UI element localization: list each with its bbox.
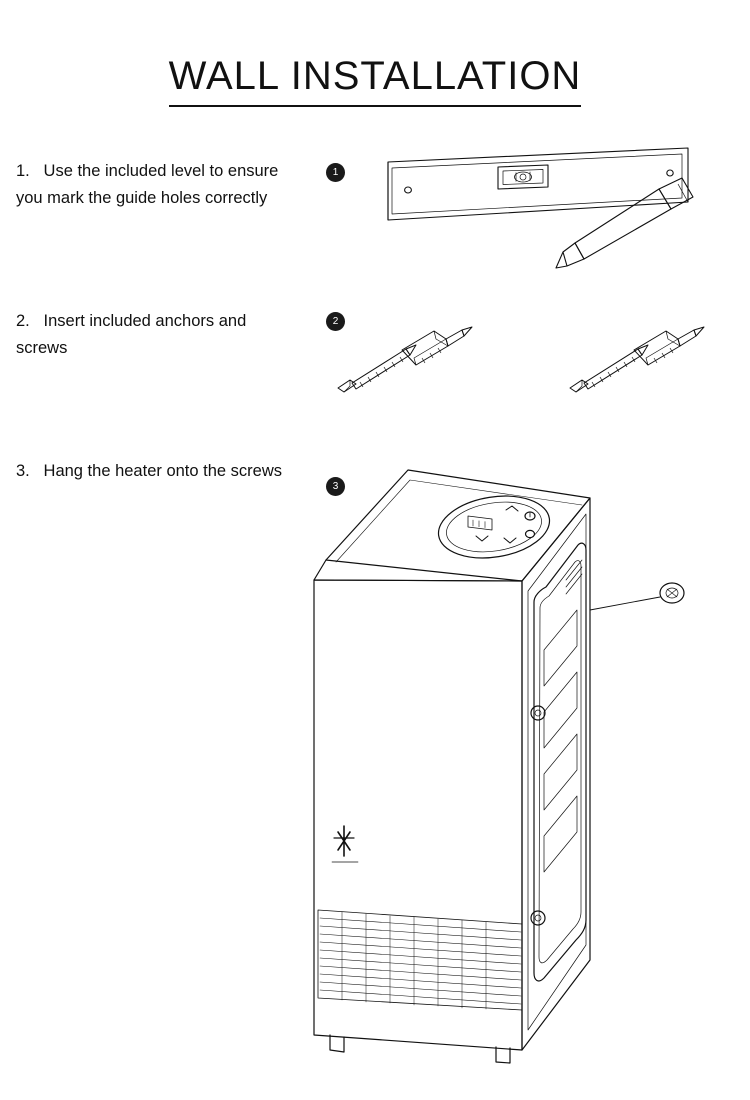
bottom-grille	[318, 910, 522, 1010]
step-3-text	[16, 458, 286, 485]
step-1-badge: 1	[326, 163, 345, 182]
step-2-illustration	[330, 318, 710, 408]
pencil-icon	[556, 178, 693, 268]
brand-logo-icon	[332, 826, 358, 862]
display-icon	[468, 516, 492, 530]
step-3-illustration	[290, 450, 730, 1090]
step-1-instruction: Use the included level to ensure you mark the guide holes correctly	[16, 162, 279, 207]
step-1-number: 1.	[16, 162, 30, 180]
up-arrow-icon[interactable]	[506, 506, 518, 511]
mounting-screw-icon	[590, 583, 684, 610]
step-3-instruction: Hang the heater onto the screws	[43, 462, 283, 480]
step-1-illustration	[370, 140, 710, 285]
control-panel[interactable]	[434, 489, 554, 566]
step-2-text	[16, 308, 286, 361]
wall-bracket-icon	[388, 148, 688, 220]
heater-feet	[330, 1035, 510, 1063]
step-2-instruction: Insert included anchors and screws	[16, 312, 247, 357]
mode-icon[interactable]	[504, 530, 535, 543]
page-title: WALL INSTALLATION	[169, 54, 582, 107]
step-3-number: 3.	[16, 462, 30, 480]
step-2-badge: 2	[326, 312, 345, 331]
level-tool-icon	[498, 165, 548, 189]
heater-body	[314, 470, 590, 1050]
heater-side-grille	[528, 514, 586, 1030]
step-2-number: 2.	[16, 312, 30, 330]
step-1-text	[16, 158, 286, 211]
step-3-badge: 3	[326, 477, 345, 496]
page-title-wrap	[0, 54, 750, 107]
down-arrow-icon[interactable]	[476, 536, 488, 541]
power-icon[interactable]	[525, 512, 535, 520]
